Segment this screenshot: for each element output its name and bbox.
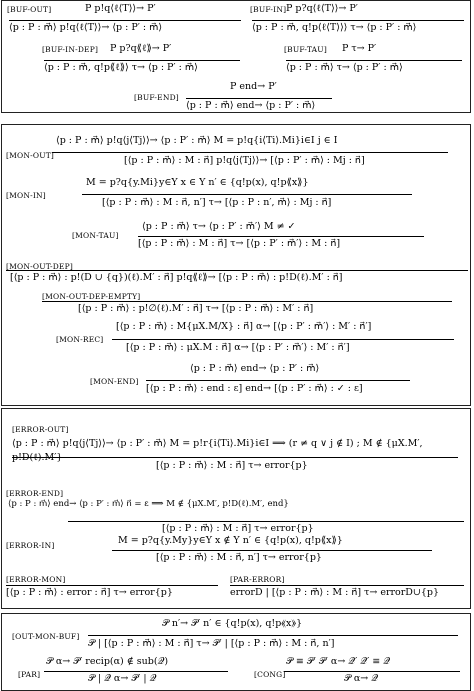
rule-mon-tau: [72, 221, 452, 255]
inference-line: [44, 60, 240, 61]
rule-label: [ERROR-IN]: [6, 541, 55, 550]
rule-conclusion: ⟨p : P : m⃗⟩ end→ ⟨p : P′ : m⃗⟩: [186, 100, 316, 111]
rule-premise: P p?q⟪ℓ⟫→ P′: [110, 43, 172, 54]
rule-label: [ERROR-MON]: [6, 575, 66, 584]
rule-conclusion: [⟨p : P : m⃗⟩ : p!∅(ℓ).M′ : n⃗] τ→ [⟨p : P : m⃗⟩ : M′ : n⃗]: [78, 303, 314, 314]
rule-label: [MON-IN]: [6, 191, 46, 200]
rule-premise: [⟨p : P : m⃗⟩ : M{μX.M/X} : n⃗] α→ [⟨p : P′ : m⃗′⟩ : M′ : n⃗′]: [116, 321, 372, 332]
rule-mon-rec: [56, 321, 468, 359]
inference-line: [52, 152, 448, 153]
rule-conclusion: 𝒫 | 𝒬 α→ 𝒫′ | 𝒬: [88, 673, 157, 684]
inference-line: [12, 457, 458, 458]
rule-label: [OUT-MON-BUF]: [12, 632, 80, 641]
inference-line: [68, 521, 464, 522]
rule-premise: ⟨p : P : m⃗⟩ p!q⟨j⟨Tj⟩⟩→ ⟨p : P′ : m⃗⟩ M = p!q{i⟨Ti⟩.Mi}i∈I j ∈ I: [56, 135, 338, 146]
rule-premise: 𝒫 α→ 𝒫′ recip(α) ∉ sub(𝒬): [46, 656, 169, 667]
rule-premise: 𝒫 n′→ 𝒫′ n′ ∈ {q!p(x), q!p⟪x⟫}: [162, 618, 303, 629]
inference-line: [186, 98, 332, 99]
rule-premise: ⟨p : P : m⃗⟩ p!q⟨j⟨Tj⟩⟩→ ⟨p : P′ : m⃗⟩ M = p!r{i⟨Ti⟩.Mi}i∈I ⟹ (r ≠ q ∨ j ∉ I) ; M ∉ {μX.M′, p!D(ℓ).M′}: [12, 438, 423, 463]
rule-premise: P p?q⟨ℓ⟨T⟩⟩→ P′: [286, 3, 358, 14]
rule-conclusion: [⟨p : P : m⃗⟩ : μX.M : n⃗] α→ [⟨p : P′ : m⃗′⟩ : M′ : n⃗′]: [126, 342, 350, 353]
rule-cong: [254, 656, 466, 688]
rule-label: [CONG]: [254, 670, 286, 679]
inference-line: [146, 380, 410, 381]
rule-label: [PAR]: [18, 670, 41, 679]
inference-line: [112, 339, 454, 340]
inference-line: [9, 20, 241, 21]
rule-premise: 𝒫 ≡ 𝒫′ 𝒫′ α→ 𝒬′ 𝒬′ ≡ 𝒬: [286, 656, 391, 667]
inference-line: [112, 550, 432, 551]
rule-conclusion: 𝒫 α→ 𝒬: [344, 673, 379, 684]
rule-conclusion: ⟨p : P : m⃗, q!p⟨ℓ⟨T⟩⟩⟩ τ→ ⟨p : P′ : m⃗⟩: [252, 22, 417, 33]
rule-mon-out-dep: [6, 262, 468, 288]
rule-label: [MON-OUT-DEP-EMPTY]: [42, 292, 141, 301]
rule-conclusion: [⟨p : P : m⃗⟩ : M : n⃗] p!q⟨j⟨Tj⟩⟩→ [⟨p : P′ : m⃗⟩ : Mj : n⃗]: [124, 155, 365, 166]
rule-conclusion: [⟨p : P : m⃗⟩ : M : n⃗] τ→ error{p}: [162, 523, 314, 534]
rule-premise: M = p?q{y.Mi}y∈Y x ∈ Y n′ ∈ {q!p(x), q!p⟪x⟫}: [86, 177, 309, 188]
inference-line: [88, 635, 458, 636]
rule-mon-end: [90, 363, 410, 401]
rule-premise: P p!q⟨ℓ⟨T⟩⟩→ P′: [85, 3, 156, 14]
rule-conclusion: [⟨p : P : m⃗⟩ : p!(D ∪ {q})(ℓ).M′ : n⃗] p!q⟪ℓ⟫→ [⟨p : P : m⃗⟩ : p!D(ℓ).M′ : n⃗]: [10, 272, 343, 283]
rule-premise: M = p?q{y.My}y∈Y x ∉ Y n′ ∈ {q!p(x), q!p⟪x⟫}: [118, 535, 343, 546]
rule-premise: ⟨p : P : m⃗⟩ τ→ ⟨p : P′ : m⃗′⟩ M ≠ ✓: [142, 221, 296, 232]
rule-buf-out: [7, 3, 242, 33]
rule-conclusion: ⟨p : P : m⃗⟩ p!q⟨ℓ⟨T⟩⟩→ ⟨p : P′ : m⃗⟩: [9, 22, 163, 33]
inference-line: [252, 20, 464, 21]
rule-label: [ERROR-END]: [6, 489, 64, 498]
network-rules-box: [1, 613, 471, 691]
rule-buf-tau: [284, 43, 464, 73]
rule-premise: ⟨p : P : m⃗⟩ end→ ⟨p : P′ : m⃗⟩: [190, 363, 320, 374]
inference-line: [44, 671, 228, 672]
rule-label: [MON-TAU]: [72, 231, 119, 240]
rule-label: [MON-REC]: [56, 335, 104, 344]
rule-label: [BUF-END]: [134, 93, 179, 102]
rule-conclusion: [⟨p : P : m⃗⟩ : M : n⃗, n′] τ→ error{p}: [156, 552, 322, 563]
rule-conclusion: [⟨p : P : m⃗⟩ : M : n⃗] τ→ [⟨p : P′ : m⃗′⟩ : M : n⃗]: [138, 238, 341, 249]
rule-label: [BUF-IN]: [250, 5, 287, 14]
rule-label: [BUF-TAU]: [284, 45, 327, 54]
rule-premise: ⟨p : P : m⃗⟩ end→ ⟨p : P′ : m⃗⟩ n⃗ = ε ⟹ M ∉ {μX.M′, p!D(ℓ).M′, end}: [8, 499, 289, 509]
rule-par: [18, 656, 238, 688]
inference-line: [6, 585, 218, 586]
rule-conclusion: [⟨p : P : m⃗⟩ : end : ε] end→ [⟨p : P′ : m⃗⟩ : ✓ : ε]: [146, 383, 363, 394]
rule-conclusion: 𝒫 | [⟨p : P : m⃗⟩ : M : n⃗] τ→ 𝒫′ | [⟨p : P : m⃗⟩ : M : n⃗, n′]: [88, 638, 335, 649]
rule-label: [BUF-OUT]: [7, 5, 52, 14]
rule-error-end: [6, 479, 468, 515]
rule-label: [PAR-ERROR]: [230, 575, 285, 584]
rule-label: [MON-END]: [90, 377, 139, 386]
rule-premise: P τ→ P′: [342, 43, 377, 54]
rule-conclusion: errorD | [⟨p : P : m⃗⟩ : M : n⃗] τ→ errorD∪{p}: [230, 587, 440, 598]
rule-label: [ERROR-OUT]: [12, 425, 69, 434]
rule-conclusion: [⟨p : P : m⃗⟩ : error : n⃗] τ→ error{p}: [6, 587, 173, 598]
rule-conclusion: [⟨p : P : m⃗⟩ : M : n⃗] τ→ error{p}: [156, 460, 308, 471]
rule-label: [MON-OUT-DEP]: [6, 262, 73, 271]
rule-buf-end: [134, 81, 334, 111]
rule-conclusion: [⟨p : P : m⃗⟩ : M : n⃗, n′] τ→ [⟨p : P : n′, m⃗⟩ : Mj : n⃗]: [102, 197, 332, 208]
rule-par-error: [230, 575, 468, 605]
rule-mon-in: [6, 177, 468, 213]
buffer-rules-box: [1, 0, 471, 113]
rule-premise: P end→ P′: [230, 81, 277, 92]
rule-label: [BUF-IN-DEP]: [42, 45, 99, 54]
rule-mon-out: [6, 135, 468, 171]
inference-line: [138, 236, 424, 237]
rule-conclusion: ⟨p : P : m⃗, q!p⟪ℓ⟫⟩ τ→ ⟨p : P′ : m⃗⟩: [44, 62, 198, 73]
inference-line: [284, 671, 460, 672]
inference-line: [42, 301, 452, 302]
rule-error-mon: [6, 575, 222, 605]
inference-line: [82, 194, 412, 195]
inference-line: [286, 60, 462, 61]
rule-error-out: [6, 415, 468, 477]
inference-line: [230, 585, 464, 586]
inference-line: [6, 270, 468, 271]
monitor-rules-box: [1, 124, 471, 406]
rule-buf-in-dep: [42, 43, 242, 73]
rule-out-mon-buf: [12, 618, 464, 652]
rule-mon-out-dep-empty: [42, 292, 462, 316]
rule-error-in: [6, 535, 468, 565]
rule-buf-in: [250, 3, 468, 33]
rule-label: [MON-OUT]: [6, 151, 55, 160]
error-rules-box: [1, 408, 471, 609]
rule-conclusion: ⟨p : P : m⃗⟩ τ→ ⟨p : P′ : m⃗⟩: [286, 62, 403, 73]
